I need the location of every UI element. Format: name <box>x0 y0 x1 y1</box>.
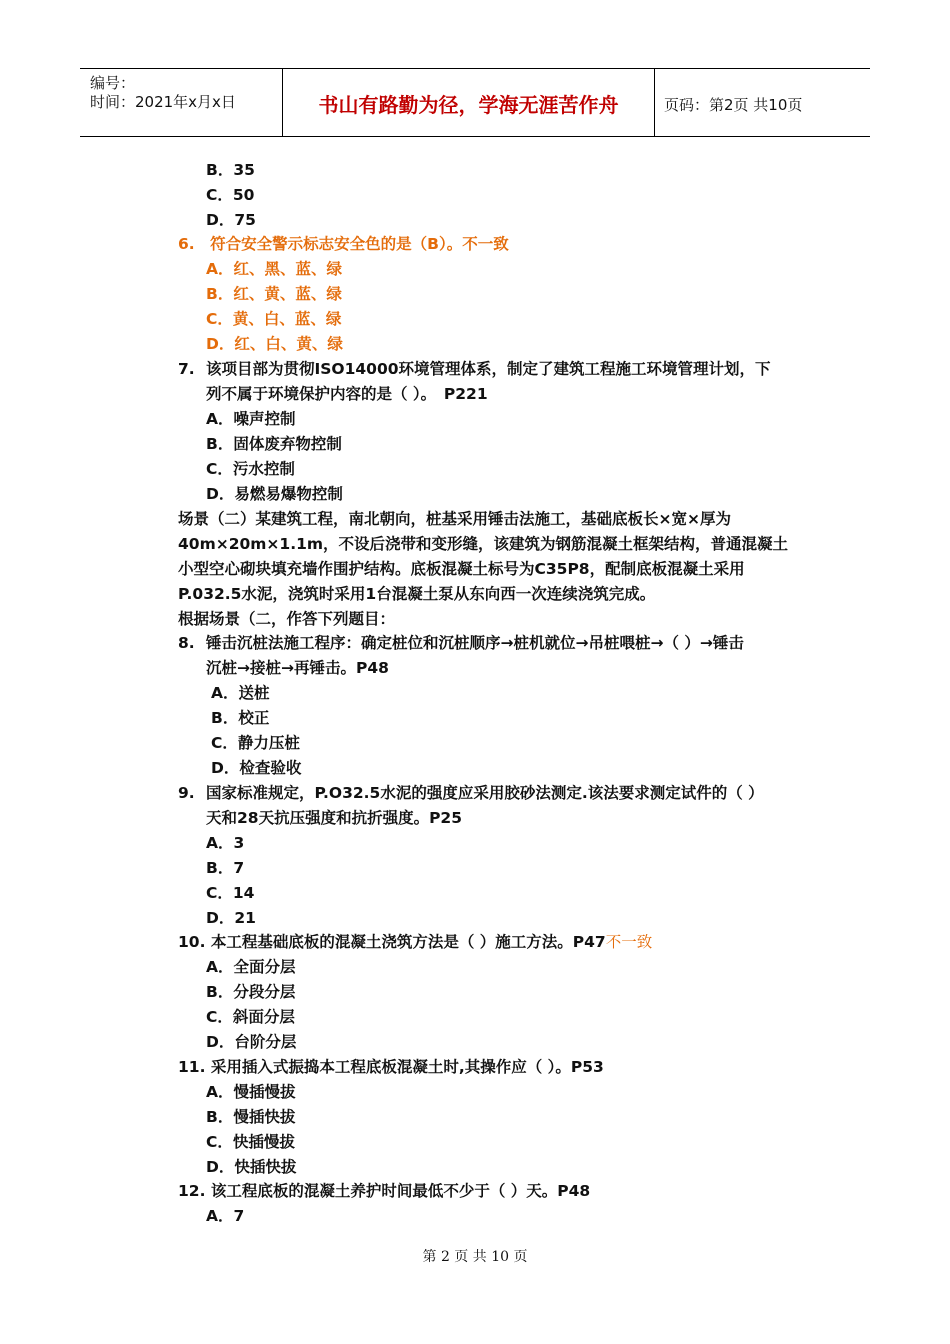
q11-option-c: C．快插慢拔 <box>206 1133 295 1151</box>
number-label: 编号： <box>90 74 136 92</box>
scenario-2-line-2: 40m×20m×1.1m，不设后浇带和变形缝，该建筑为钢筋混凝土框架结构，普通混凝土 <box>178 535 789 553</box>
scenario-2-line-1: 场景（二）某建筑工程，南北朝向，桩基采用锤击法施工，基础底板长×宽×厚为 <box>178 510 731 528</box>
question-10-text: 10. 本工程基础底板的混凝土浇筑方法是（ ）施工方法。P47 <box>178 933 606 951</box>
option-c: C．50 <box>206 186 255 204</box>
question-10 <box>178 930 652 955</box>
q10-option-c: C．斜面分层 <box>206 1008 295 1026</box>
q8-option-a: A．送桩 <box>211 684 270 702</box>
scenario-2-line-3: 小型空心砌块填充墙作围护结构。底板混凝土标号为C35P8，配制底板混凝土采用 <box>178 560 745 578</box>
q6-option-c: C．黄、白、蓝、绿 <box>206 310 342 328</box>
header-info-cell <box>80 69 283 136</box>
header-page-cell <box>655 69 870 136</box>
question-8-line-1: 锤击沉桩法施工程序：确定桩位和沉桩顺序→桩机就位→吊桩喂桩→（ ）→锤击 <box>206 634 744 652</box>
question-9-line-1: 国家标准规定，P.O32.5水泥的强度应采用胶砂法测定.该法要求测定试件的（ ） <box>206 784 764 802</box>
q8-option-b: B．校正 <box>211 709 270 727</box>
option-b: B．35 <box>206 161 255 179</box>
scenario-2-line-4: P.032.5水泥，浇筑时采用1台混凝土泵从东向西一次连续浇筑完成。 <box>178 585 656 603</box>
page-footer: 第 2 页 共 10 页 <box>422 1249 528 1265</box>
header-motto-cell <box>283 69 655 136</box>
q8-option-d: D．检查验收 <box>211 759 302 777</box>
q9-option-d: D．21 <box>206 909 256 927</box>
q9-option-a: A．3 <box>206 834 245 852</box>
q12-option-a: A．7 <box>206 1207 245 1225</box>
q11-option-a: A．慢插慢拔 <box>206 1083 296 1101</box>
question-7-line-2: 列不属于环境保护内容的是（ ）。 P221 <box>206 385 488 403</box>
question-9-line-2: 天和28天抗压强度和抗折强度。P25 <box>206 809 463 827</box>
q8-number: 8. <box>178 634 195 652</box>
question-7-line-1: 该项目部为贯彻ISO14000环境管理体系，制定了建筑工程施工环境管理计划，下 <box>206 360 771 378</box>
question-10-note: 不一致 <box>605 933 653 951</box>
q7-option-a: A．噪声控制 <box>206 410 296 428</box>
question-6: 6. 符合安全警示标志安全色的是（B）。不一致 <box>178 235 509 253</box>
scenario-2-instruction: 根据场景（二，作答下列题目： <box>178 610 396 628</box>
motto: 书山有路勤为径，学海无涯苦作舟 <box>318 93 619 117</box>
page-header <box>80 68 870 137</box>
q7-option-b: B．固体废弃物控制 <box>206 435 342 453</box>
q10-option-a: A．全面分层 <box>206 958 296 976</box>
q9-number: 9. <box>178 784 195 802</box>
time-label: 时间：2021年x月x日 <box>90 93 236 111</box>
q10-option-d: D．台阶分层 <box>206 1033 297 1051</box>
q7-number: 7. <box>178 360 195 378</box>
option-d: D．75 <box>206 211 256 229</box>
q9-option-c: C．14 <box>206 884 255 902</box>
page-code: 页码：第2页 共10页 <box>664 96 803 114</box>
q10-option-b: B．分段分层 <box>206 983 296 1001</box>
question-12: 12. 该工程底板的混凝土养护时间最低不少于（ ）天。P48 <box>178 1182 591 1200</box>
q6-option-b: B．红、黄、蓝、绿 <box>206 285 342 303</box>
question-8-line-2: 沉桩→接桩→再锤击。P48 <box>206 659 389 677</box>
q6-option-d: D．红、白、黄、绿 <box>206 335 343 353</box>
q8-option-c: C．静力压桩 <box>211 734 300 752</box>
q7-option-c: C．污水控制 <box>206 460 295 478</box>
q9-option-b: B．7 <box>206 859 245 877</box>
q7-option-d: D．易燃易爆物控制 <box>206 485 343 503</box>
q6-option-a: A．红、黑、蓝、绿 <box>206 260 342 278</box>
q11-option-b: B．慢插快拔 <box>206 1108 296 1126</box>
q11-option-d: D．快插快拔 <box>206 1158 297 1176</box>
question-11: 11. 采用插入式振捣本工程底板混凝土时,其操作应（ ）。P53 <box>178 1058 604 1076</box>
